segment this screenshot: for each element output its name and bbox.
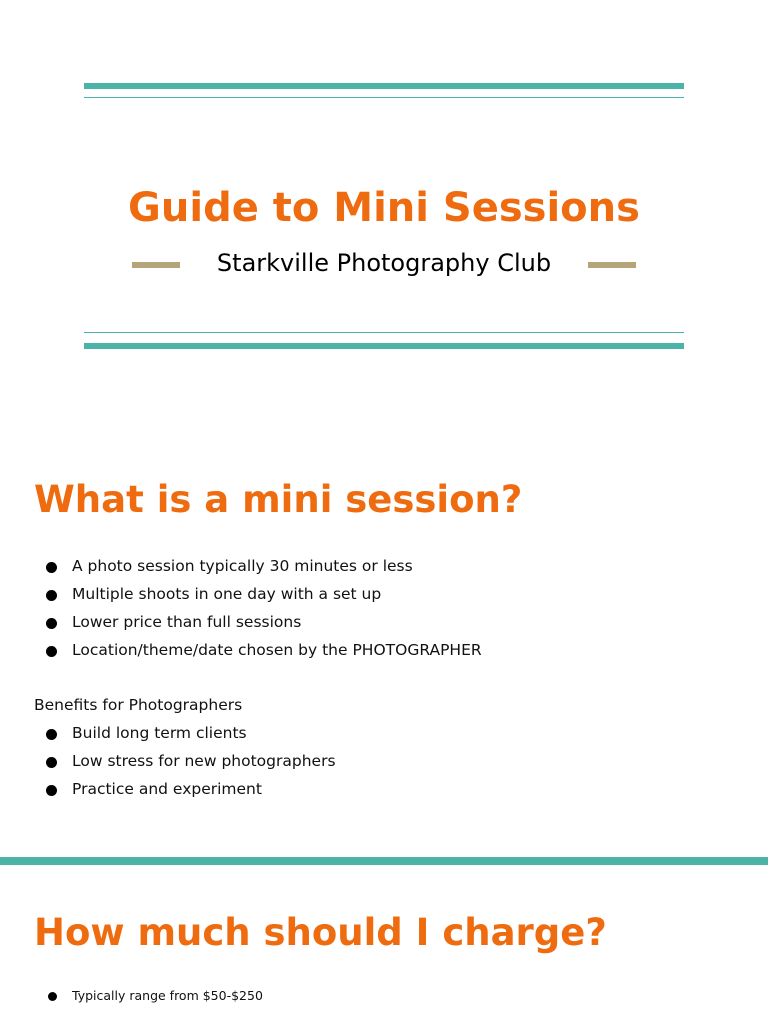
list-item-text: Multiple shoots in one day with a set up (72, 585, 382, 603)
list-item (34, 775, 336, 803)
list-item-text: Typically range from $50-$250 (72, 988, 263, 1003)
bullet-icon (46, 562, 57, 573)
what-bullet-list (34, 552, 482, 664)
list-item-text: Location/theme/date chosen by the PHOTOGRAPHER (72, 641, 482, 659)
bullet-icon (46, 590, 57, 601)
benefits-bullet-list (34, 719, 336, 803)
list-item (34, 636, 482, 664)
bullet-icon (46, 618, 57, 629)
bottom-thick-rule (84, 343, 684, 349)
list-item-text: Low stress for new photographers (72, 752, 336, 770)
top-thin-rule (84, 97, 684, 98)
list-item-text: Practice and experiment (72, 780, 262, 798)
document-title: Guide to Mini Sessions (128, 185, 640, 231)
document-subtitle: Starkville Photography Club (216, 249, 552, 277)
bullet-icon (46, 646, 57, 657)
list-item-text: Lower price than full sessions (72, 613, 302, 631)
bottom-thin-rule (84, 332, 684, 333)
charge-bullet-list (34, 984, 263, 1008)
subtitle-right-dash (588, 262, 636, 268)
list-item (34, 580, 482, 608)
subtitle-row (0, 246, 768, 282)
charge-heading: How much should I charge? (34, 911, 607, 954)
list-item (34, 747, 336, 775)
list-item-text: A photo session typically 30 minutes or less (72, 557, 413, 575)
bullet-icon (46, 729, 57, 740)
bullet-icon (46, 785, 57, 796)
slide-divider (0, 857, 768, 865)
list-item (34, 552, 482, 580)
bullet-icon (46, 757, 57, 768)
bullet-icon (48, 992, 57, 1001)
list-item (34, 984, 263, 1008)
list-item (34, 719, 336, 747)
top-thick-rule (84, 83, 684, 89)
what-heading: What is a mini session? (34, 478, 523, 521)
list-item (34, 608, 482, 636)
benefits-label: Benefits for Photographers (34, 696, 243, 714)
list-item-text: Build long term clients (72, 724, 247, 742)
